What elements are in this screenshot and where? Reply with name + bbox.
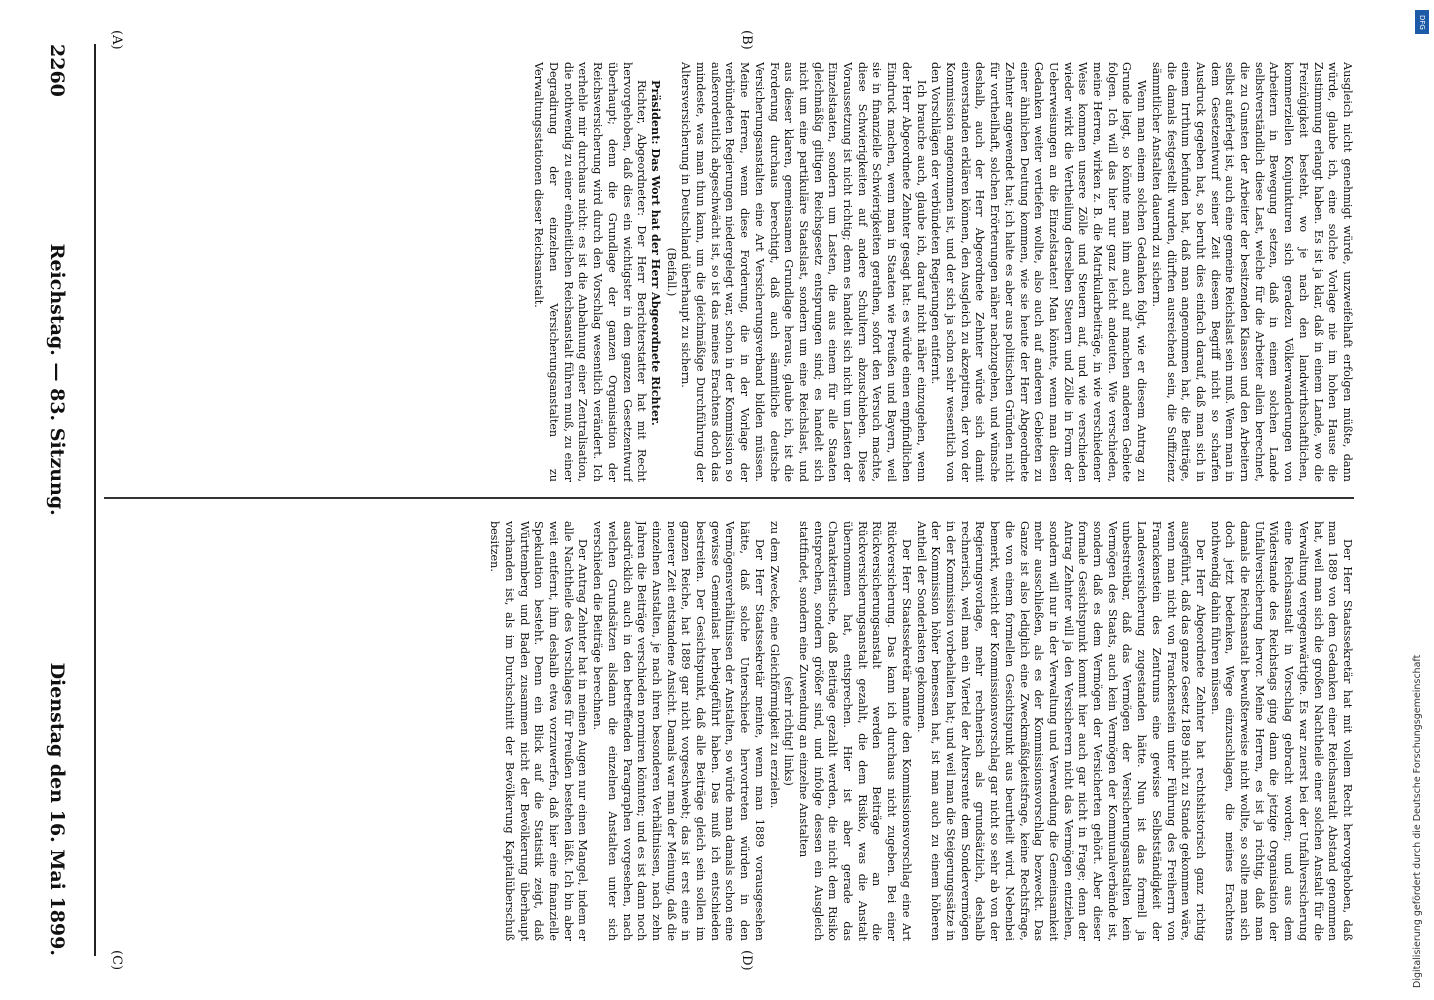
paragraph: Der Herr Abgeordnete Zehnter hat rechtshistorisch ganz richtig ausgeführt, daß das ganze Gesetz 1889 nicht zu Stande gekommen wäre, wenn man nicht von Franckenstein unter Führung des Freiherrn von Franckenstein des Zentrums eine gewisse Selbstständigkeit der Landesversicherung zugestanden hätte. Nun ist das formell ja unbestreitbar, daß das Vermögen der Versicherungsanstalten kein Vermögen des Staats, auch kein Vermögen der Kommunalverbände ist, sondern daß es dem Vermögen der Versicherten gehört. Aber dieser formale Gesichtspunkt kommt hier auch gar nicht in Frage; denn der Antrag Zehnter will ja den Versicherern nicht das Vermögen entziehen, sondern will nur in der Verwaltung und Verwendung die Gemeinsamkeit mehr ausschließen, als es der Kommissionsvorschlag bezweckt. Das Ganze ist also lediglich eine Zweckmäßigkeitsfrage, keine Rechtsfrage, die von einem formellen Gesichtspunkt aus beurtheilt wird. Nebenbei bemerkt, weicht der Kommissionsvorschlag gar nicht so sehr ab von der Regierungsvorlage, mehr rechnerisch als grundsätzlich, deshalb rechnerisch, weil man ein Viertel der Altersrente dem Sondervermögen in der Kommission vorbehalten hat; und weil man die Steigerungssätze in der Kommission höher bemessen hat, ist man auch zu einem höheren Antheil der Sonderlasten gekommen. <box>914 521 1207 941</box>
paragraph: Der Antrag Zehnter hat in meinen Augen nur einen Mangel, indem er alle Nachtheile des Vorschlages für Preußen bestehen läßt. Ich bin aber weit entfernt, ihm deshalb etwa vorzuwerfen, daß hier eine finanzielle Spekulation besteht. Denn ein Blick auf die Statistik zeigt, daß Württemberg und Baden zusammen nicht der Bevölkerung überhaupt vorhanden ist, als im Durchschnitt der Bevölkerung Kapitalüberschuß besitzen. <box>488 521 590 941</box>
paragraph: Der Herr Staatssekretär meinte, wenn man 1889 vorausgesehen hätte, daß solche Unterschiede hervortreten würden in den Vermögensverhältnissen der Anstalten, so würde man damals schon eine gewisse Gemeinlast herbeigeführt haben. Das muß ich entschieden bestreiten. Der Gesichtspunkt, daß alle Beiträge gleich sein sollen im ganzen Reiche, hat 1889 gar nicht vorgeschwebt; das ist erst eine in neuerer Zeit entstandene Ansicht. Damals war man der Meinung, daß die einzelnen Anstalten, je nach ihren besonderen Verhältnissen, nach zehn Jahren die Beiträge verschieden normiren könnten; und es ist dann noch ausdrücklich auch in den betreffenden Paragraphen vorgesehen, nach welchen Grundsätzen alsdann die einzelnen Anstalten unter sich verschieden die Beiträge berechnen. <box>591 521 766 941</box>
paragraph: Richter, Abgeordneter: Der Herr Berichterstatter hat mit Recht hervorgehoben, daß dies ein wichtigster in dem ganzen Gesetzentwurf überhaupt; denn die Grundlage der ganzen Organisation der Reichsversicherung wird durch den Vorschlag wesentlich verändert. Ich verhehle mir durchaus nicht: es ist die Anbahnung einer Zentralisation, die nothwendig zu einer einheitlichen Reichsanstalt führen muß, zu einer Degradirung der einzelnen Versicherungsanstalten zu Verwaltungsstationen dieser Reichsanstalt. <box>532 62 649 482</box>
digitization-credit: Digitalisierung gefördert durch die Deutsche Forschungsgemeinschaft <box>1412 654 1423 988</box>
paragraph: zu dem Zwecke, eine Gleichförmigkeit zu erzielen. <box>767 521 781 809</box>
paragraph: Der Herr Staatssekretär nannte den Kommissionsvorschlag eine Art Rückversicherung. Das kann ich durchaus nicht zugeben. Bei einer Rückversicherungsanstalt werden Beiträge an die Rückversicherungsanstalt gezahlt, die dem Risiko, was die Anstalt übernommen hat, entsprechen. Hier ist aber gerade das Charakteristische, daß Beiträge gezahlt werden, die nicht dem Risiko entsprechen, sondern größer sind, und infolge dessen ein Ausgleich stattfindet, sondern eine Zuwendung an einzelne Anstalten <box>796 521 913 941</box>
header-left-title: Reichstag. — 83. Sitzung. <box>46 243 68 516</box>
applause-note: (Beifall.) <box>664 247 678 297</box>
margin-marker-a: (A) <box>109 30 124 50</box>
page-number: 2260 <box>46 44 68 97</box>
paragraph: Der Herr Staatssekretär hat mit vollem Recht hervorgehoben, daß man 1889 von dem Gedanken einer Reichsanstalt Abstand genommen hat, weil man sich die großen Nachtheile einer solchen Anstalt für die Verwaltung vergegenwärtigte. Es war zuerst bei der Unfallversicherung eine Reichsanstalt in Vorschlag gebracht worden; und aus dem Widerstande des Reichstags ging dann die jetzige Organisation der Unfallversicherung hervor. Meine Herren, es ist ja richtig, daß man damals die Reichsanstalt bewußterweise nicht wollte, so sollte man sich doch jetzt bedenken, Wege einzuschlagen, die meines Erachtens nothwendig dahin führen müssen. <box>1208 521 1354 941</box>
margin-marker-c: (C) <box>109 950 124 971</box>
right-text-column <box>104 521 1354 941</box>
page-header <box>42 44 72 956</box>
interjection-note: (sehr richtig! links) <box>782 676 796 786</box>
paragraph: Wenn man einem solchen Gedanken folgt, wie er diesem Antrag zu Grunde liegt, so könnte man ihm auch auf manchen anderen Gebiete folgen. Ich will das hier nur ganz leicht andeuten. Wie verschieden, meine Herren, wirken z. B. die Matrikularbeiträge, in wie verschiedener Weise kommen unsere Zölle und Steuern auf, und wie verschieden wieder wirkt die Vertheilung derselben Steuern und Zölle in Form der Ueberweisungen an die Einzelstaaten! Man könnte, wenn man diesen Gedanken weiter vertiefen wollte, also auch auf anderen Gebieten zu einer ähnlichen Deutung kommen, wie sie heute der Herr Abgeordnete Zehnter angewendet hat; ich halte es aber aus politischen Gründen nicht für vortheilhaft, solchen Erörterungen näher nachzugehen, und wünsche deshalb, auch der Herr Abgeordnete Zehnter würde sich damit einverstanden erklären können, den Ausgleich zu akzeptiren, der von der Kommission angenommen ist, und der sich ja schon sehr wesentlich von den Vorschlägen der verbündeten Regierungen entfernt. <box>929 62 1149 482</box>
dfg-logo-badge: DFG <box>1415 10 1429 34</box>
paragraph: Ausgleich nicht genehmigt würde, unzweifelhaft erfolgen müßte, dann würde, glaube ich, eine solche Vorlage nie im hohen Hause die Zustimmung erlangt haben. Es ist ja klar, daß in einem Lande, wo die Freizügigkeit besteht, wo je nach den landwirthschaftlichen, kommerziellen Konjunkturen sich geradezu Völkerwanderungen von Arbeitern in Bewegung setzen, daß in einem solchen Lande selbstverständlich diese Last, welche für die Arbeiter allein berechnet, die zu Gunsten der Arbeiter der besitzenden Klassen und den Arbeitern selbst auferlegt ist, auch eine gemeine Reichslast sein muß. Wenn man in dem Gesetzentwurf seiner Zeit diesem Begriff nicht so scharfen Ausdruck gegeben hat, so beruht dies einfach darauf, daß man sich in einem Irrthum befunden hat, daß man angenommen hat, die Beiträge, die damals festgestellt wurden, dürften ausreichend sein, die Suffizienz sämmtlicher Anstalten dauernd zu sichern. <box>1149 62 1354 482</box>
margin-marker-d: (D) <box>739 950 754 971</box>
left-text-column <box>104 62 1354 482</box>
president-line: Präsident: Das Wort hat der Herr Abgeordnete Richter. <box>648 80 663 426</box>
header-right-title: Dienstag den 16. Mai 1899. <box>46 662 68 956</box>
paragraph: Ich brauche auch, glaube ich, darauf nicht näher einzugehen, wenn der Herr Abgeordnete Zehnter gesagt hat: es würde einen empfindlichen Eindruck machen, wenn man in Staaten wie Preußen und Bayern, weil sie in finanzielle Schwierigkeiten gerathen, sofort den Versuch machte, diese Schwierigkeiten auf andere Schultern abzuschieben. Diese Voraussetzung ist nicht richtig; denn es handelt sich nicht um Lasten der Einzelstaaten, sondern um Lasten, die aus einem für alle Staaten gleichmäßig giltigen Reichsgesetz entsprungen sind; es handelt sich nicht um eine partikuläre Staatslast, sondern um eine Reichslast, und aus dieser klaren, gemeinsamen Grundlage heraus, glaube ich, ist die Forderung durchaus berechtigt, daß auch sämmtliche deutsche Versicherungsanstalten eine Art Versicherungsverband bilden müssen. Meine Herren, wenn diese Forderung, die in der Vorlage der verbündeten Regierungen niedergelegt war, schon in der Kommission so außerordentlich abgeschwächt ist, so ist das meines Erachtens doch das mindeste, was man thun kann, um die gleichmäßige Durchführung der Altersversicherung in Deutschland überhaupt zu sichern. <box>679 62 928 482</box>
margin-marker-b: (B) <box>739 30 754 50</box>
header-rule <box>94 44 96 956</box>
column-divider <box>104 497 1354 499</box>
